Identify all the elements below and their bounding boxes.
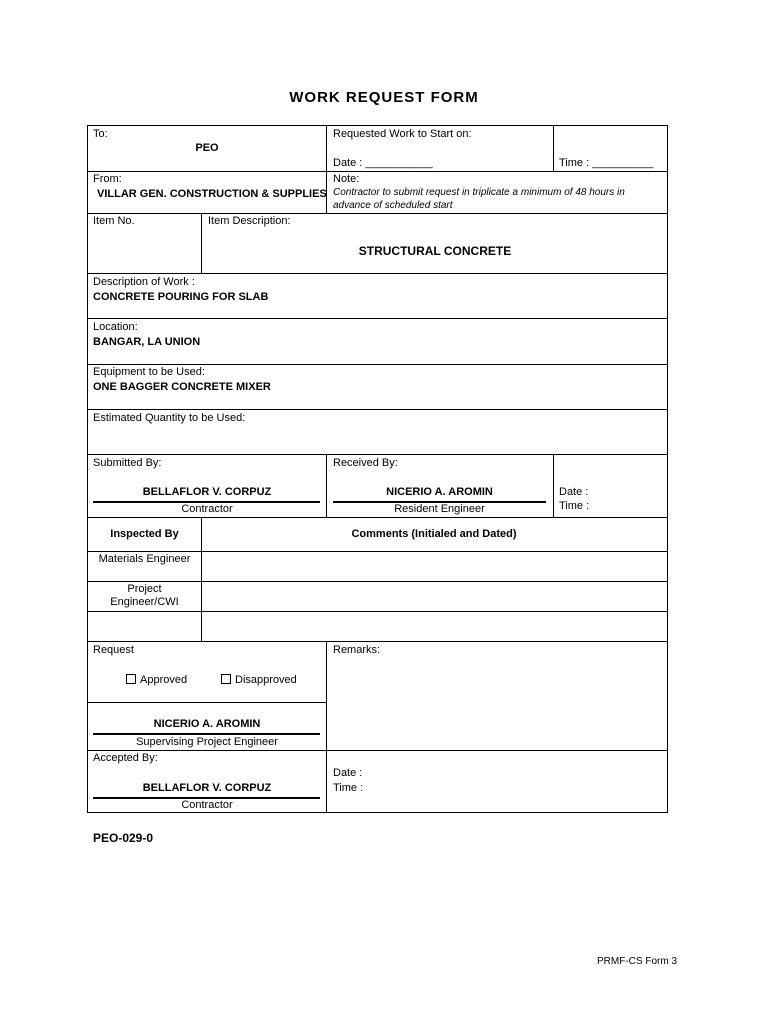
approved-checkbox[interactable] [126, 674, 136, 684]
supervising-signature-line [93, 733, 320, 735]
to-value: PEO [195, 142, 219, 154]
approved-label: Approved [140, 674, 188, 686]
submitted-name: BELLAFLOR V. CORPUZ [142, 486, 272, 498]
location-value: BANGAR, LA UNION [93, 336, 201, 348]
approved-option[interactable] [126, 674, 187, 687]
received-label: Received By: [333, 457, 398, 469]
received-date: Date : [559, 486, 589, 498]
materials-engineer-label: Materials Engineer [98, 553, 191, 565]
work-request-form [87, 125, 668, 813]
work-value: CONCRETE POURING FOR SLAB [93, 291, 269, 303]
item-desc-value: STRUCTURAL CONCRETE [358, 244, 512, 258]
requested-start-label: Requested Work to Start on: [333, 128, 472, 140]
received-time: Time : [559, 500, 590, 512]
form-title: WORK REQUEST FORM [289, 89, 479, 106]
inspected-by-header: Inspected By [110, 528, 179, 540]
request-label: Request [93, 644, 134, 656]
supervising-name: NICERIO A. AROMIN [153, 718, 261, 730]
from-value: VILLAR GEN. CONSTRUCTION & SUPPLIES [97, 188, 327, 200]
accepted-role: Contractor [181, 799, 233, 811]
item-desc-label: Item Description: [208, 215, 291, 227]
disapproved-label: Disapproved [235, 674, 297, 686]
equipment-label: Equipment to be Used: [93, 366, 205, 378]
note-label: Note: [333, 173, 360, 185]
remarks-label: Remarks: [333, 644, 381, 656]
note-text: Contractor to submit request in triplicate a minimum of 48 hours in advance of scheduled start [333, 187, 625, 211]
supervising-role: Supervising Project Engineer [136, 736, 278, 748]
accepted-date: Date : [333, 767, 363, 779]
form-code: PEO-029-0 [93, 831, 154, 845]
form-id: PRMF-CS Form 3 [597, 956, 677, 967]
location-label: Location: [93, 321, 138, 333]
quantity-label: Estimated Quantity to be Used: [93, 412, 246, 424]
equipment-value: ONE BAGGER CONCRETE MIXER [93, 381, 271, 393]
accepted-label: Accepted By: [93, 752, 158, 764]
submitted-role: Contractor [181, 503, 233, 515]
submitted-label: Submitted By: [93, 457, 162, 469]
received-role: Resident Engineer [394, 503, 485, 515]
start-date-field[interactable]: Date : ___________ [333, 157, 433, 169]
item-no-label: Item No. [93, 215, 135, 227]
from-label: From: [93, 173, 122, 185]
received-name: NICERIO A. AROMIN [386, 486, 493, 498]
start-time-field[interactable]: Time : __________ [559, 157, 654, 169]
work-label: Description of Work : [93, 276, 195, 288]
accepted-time: Time : [333, 782, 364, 794]
project-engineer-label: Project Engineer/CWI [110, 583, 179, 608]
disapproved-option[interactable] [221, 674, 297, 687]
to-label: To: [93, 128, 108, 140]
comments-header: Comments (Initialed and Dated) [351, 528, 517, 540]
accepted-name: BELLAFLOR V. CORPUZ [142, 782, 272, 794]
disapproved-checkbox[interactable] [221, 674, 231, 684]
